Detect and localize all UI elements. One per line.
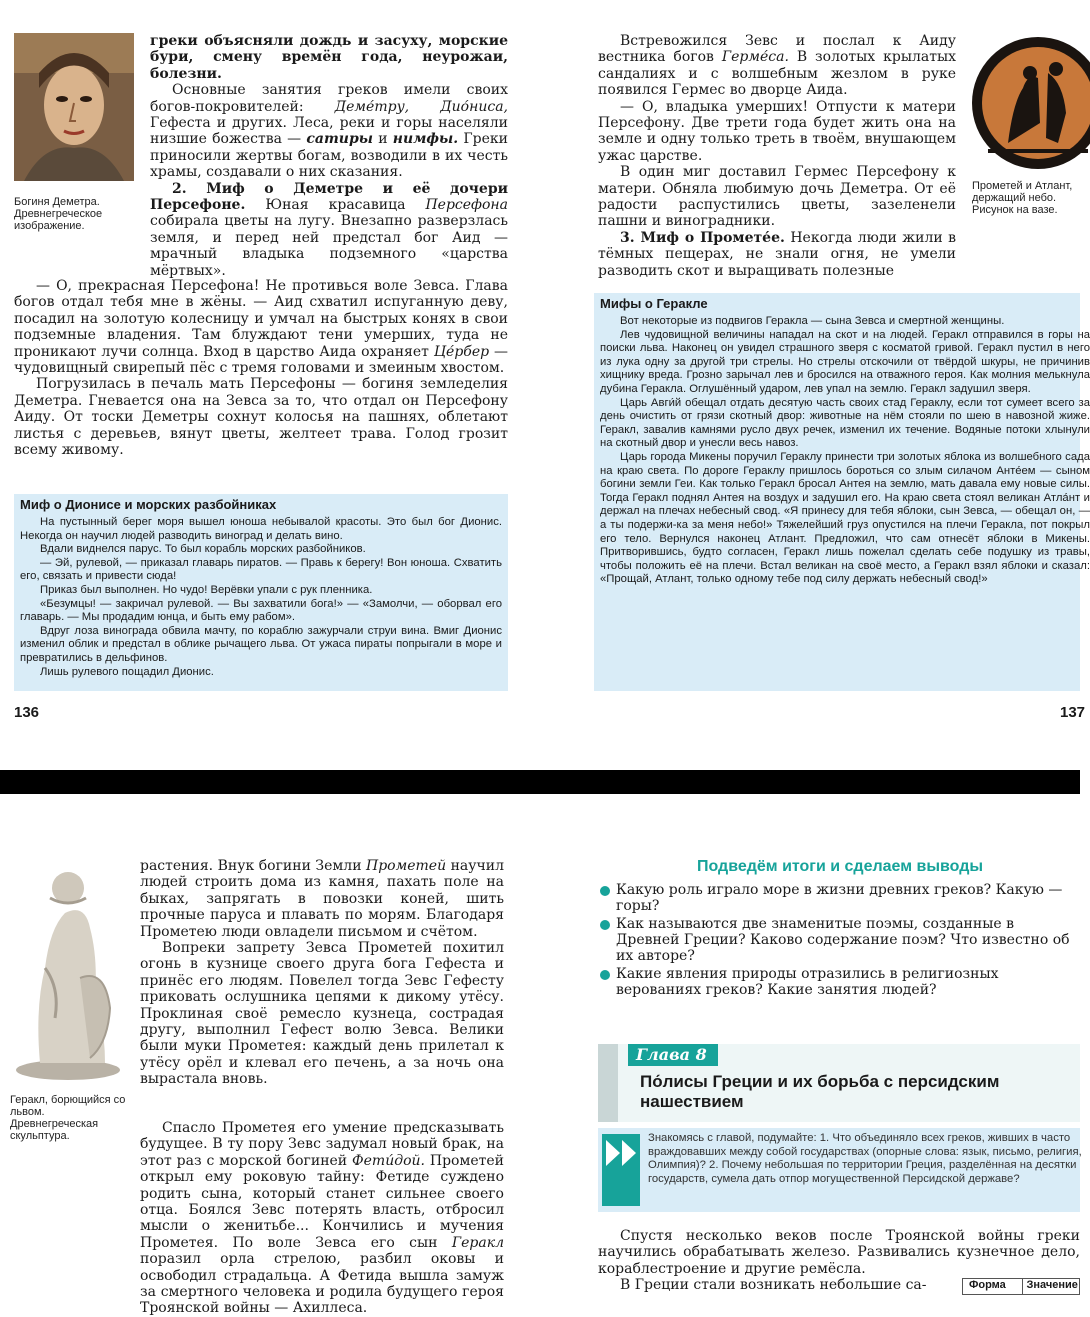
text-span: Юная красавица [245, 197, 426, 214]
prometheus-rescue [12, 1120, 504, 1317]
question-text: Как называются две знаменитые поэмы, созданные в Древней Греции? Каково содержание поэм? Что известно об их авторе? [616, 916, 1070, 964]
term-persephone: Персефона [425, 197, 508, 214]
box-paragraph: — Эй, рулевой, — приказал главарь пиратов. — Правь к берегу! Вон юноша. Схватить его, связать и привести сюда! [20, 556, 502, 583]
bullet-icon [600, 920, 610, 930]
section-heading-2: 2. Миф о Деметре и её дочери Персефоне. [150, 180, 508, 214]
term-satyrs: сатиры [306, 131, 373, 148]
section-heading-3: 3. Миф о Промете́е. [620, 229, 785, 246]
intro-paragraph: греки объясняли дождь и засуху, морские бури, смену времён года, неурожаи, болезни. [150, 33, 508, 82]
box-paragraph: «Безумцы! — закричал рулевой. — Вы захватили бога!» — «Замолчи, — оборвал его главарь. — Мы продадим юнца, и быть ему рабом». [20, 597, 502, 624]
heracles-myths-box [594, 293, 1090, 691]
hermes-paragraph [598, 33, 956, 99]
question-item [598, 882, 1080, 914]
rescue-paragraph [12, 1120, 504, 1317]
box-paragraph: Царь Авги́й обещал отдать десятую часть своих стад Гераклу, если тот сумеет всего за день очистить от грязи скотный двор: животные на нём стояли по шею в навозной жиже. Геракл, завалив камнями русло двух речек, изменил их течение. Водяные потоки хлынули на скотный двор и унесли весь навоз. [600, 396, 1090, 450]
statue-caption: Геракл, борющийся со львом. Древнегреческая скульптура. [10, 1094, 126, 1142]
heracles-box-title: Мифы о Геракле [600, 296, 708, 311]
term-demeter: Деме́тру, Дио́ниса, [334, 98, 508, 115]
box-paragraph: На пустынный берег моря вышел юноша небывалой красоты. Это был бог Дионис. Некогда он научил людей разводить виноград и делать вино. [20, 516, 502, 542]
text-span: Встревожился Зевс и послал к Аиду вестника богов [598, 33, 956, 66]
chapter-intro-text: Знакомясь с главой, подумайте: 1. Что объединяло всех греков, живших в часто враждовавших между собой государствах (опорные слова: язык, письмо, религия, Олимпия)? 2. Почему небольшая по территории Греция, разделённая на десятки государств, сумела дать отпор могущественной Персидской державе? [648, 1132, 1082, 1185]
box-paragraph: Вдали виднелся парус. То был корабль морских разбойников. [40, 543, 366, 556]
term-hermes: Герме́са. [721, 49, 789, 66]
box-paragraph: Вот некоторые из подвигов Геракла — сына Зевса и смертной женщины. [620, 315, 1005, 327]
question-item [598, 966, 1080, 998]
plea-paragraph: — О, владыка умерших! Отпусти к матери Персефону. Две трети года будет жить она на земле и одну только треть в твоём, внушающем ужас царстве. [598, 98, 956, 164]
bullet-icon [600, 970, 610, 980]
table-header-meaning: Значение [1026, 1279, 1078, 1291]
text-span: Некогда люди жили в тёмных пещерах, не знали огня, не умели разводить скот и выращивать полезные [598, 229, 956, 279]
prometheus-column [140, 858, 504, 1088]
text-span: растения. Внук богини Земли [140, 858, 367, 874]
demeter-caption: Богиня Деметра. Древнегреческое изображение. [14, 196, 103, 232]
text-span: Основные занятия греков имели своих богов-покровителей: [150, 82, 508, 115]
dionysus-box-title: Миф о Дионисе и морских разбойниках [20, 497, 277, 512]
iron-paragraph: Спустя несколько веков после Троянской войны греки научились обрабатывать железо. Развивались кузнечное дело, кораблестроение и другие ремёсла. [598, 1228, 1080, 1277]
sorrow-paragraph: Погрузилась в печаль мать Персефоны — богиня земледелия Деметра. Гневается она на Зевса за то, что отдал он Персефону Аиду. От тоски Деметры сохнут колосья на пашнях, облетают листья с деревьев, вянут цветы, желтеет трава. Голод грозит всему живому. [14, 376, 508, 459]
term-cerberus: Це́рбер [433, 343, 490, 360]
prometheus-gifts-paragraph [140, 858, 504, 940]
summary-title: Подведём итоги и сделаем выводы [696, 858, 984, 875]
prometheus-heading-paragraph [598, 230, 956, 279]
text-span: — О, прекрасная Персефона! Не противься воле Зевса. Глава богов отдал тебя мне в жёны. — Аид схватил испуганную деву, посадил на золотую колесницу и умчал на быстрых конях в свои подземные владения. Там блуждают тени умерших, туда не проникают лучи солнца. Вход в царство Аида охраняет [14, 278, 508, 360]
question-item [598, 916, 1080, 964]
dionysus-box-text [20, 516, 502, 679]
question-text: Какие явления природы отразились в религиозных верованиях греков? Какие занятия людей? [616, 966, 999, 998]
dionysus-myth-box [14, 494, 508, 691]
term-prometheus: Прометей [366, 858, 447, 874]
spread-divider [0, 770, 1080, 794]
bullet-icon [600, 886, 610, 896]
box-paragraph: Приказ был выполнен. Но чудо! Верёвки упали с рук пленника. [40, 583, 373, 596]
play-arrows-icon [602, 1134, 640, 1206]
text-span: — чудовищный свирепый пёс с тремя головами и змеиным хвостом. [14, 343, 508, 377]
chapter-title: По́лисы Греции и их борьба с персидским нашествием [640, 1072, 1000, 1111]
text-span: Прометей открыл ему роковую тайну: Фетиде суждено родить сына, который станет сильнее своего отца. Боялся Зевс потерять власть, отбросил мысли о женитьбе... Кончились и мучения Прометея. По воле Зевса его сын [140, 1152, 504, 1251]
text-span: собирала цветы на лугу. Внезапно разверзлась земля, и перед ней предстал бог Аид — мрачный владыка подземного «царства мёртвых». [150, 213, 508, 279]
hades-paragraph [14, 278, 508, 376]
double-arrow-icon [604, 1138, 642, 1168]
text-span: Гефеста и других. Леса, реки и горы населяли низшие божества — [150, 115, 508, 148]
text-span: Спасло Прометея его умение предсказывать будущее. В ту пору Зевс задумал новый брак, на этот раз с морской богиней [140, 1120, 504, 1169]
page-number-left: 136 [14, 704, 40, 721]
demeter-portrait-icon [14, 33, 134, 181]
demeter-heading-paragraph [150, 181, 508, 279]
chapter-label-band [628, 1044, 718, 1066]
demeter-image [14, 33, 134, 181]
table-header-form: Форма [963, 1279, 1023, 1294]
chapter-intro-box [598, 1128, 1080, 1212]
chapter-accent-bar [598, 1044, 618, 1122]
chapter-header [598, 1044, 1080, 1122]
fire-theft-paragraph: Вопреки запрету Зевса Прометей похитил огонь в кузнице своего друга бога Гефеста и принёс его людям. Повелел тогда Зевс Гефесту приковать ослушника цепями к дикому утёсу. Проклиная своё ремесло кузнеца, сострадая другу, выполнил Гефест волю Зевса. Велики были муки Прометея: каждый день прилетал к утёсу орёл и клевал его печень, а за ночь она вырастала вновь. [140, 940, 504, 1088]
vase-painting-icon [968, 33, 1080, 173]
left-column-top [150, 33, 508, 279]
question-text: Какую роль играло море в жизни древних греков? Какую — горы? [616, 882, 1063, 914]
heracles-box-text [600, 315, 1090, 587]
gods-paragraph [150, 82, 508, 180]
cities-paragraph: В Греции стали возникать небольшие са- [620, 1277, 927, 1294]
box-paragraph: Лев чудовищной величины нападал на скот и на людей. Геракл отправился в горы на поиски льва. Наконец он увидел страшного зверя с косматой гривой. Геракл пустил в него из лука одну за другой три стрелы. Но стрелы отскочили от твёрдой шкуры, не причинив хищнику вреда. Грозно зарычал лев и бросился на отважного героя. Как молния мелькнула дубина Геракла. Оглушённый ударом, лев упал на землю. Геракл задушил зверя. [600, 328, 1090, 395]
heracles-statue-icon [10, 858, 128, 1083]
box-paragraph: Вдруг лоза винограда обвила мачту, по кораблю зажурчали струи вина. Вмиг Дионис изменил облик и предстал в облике рычащего льва. От ужаса пираты попрыгали в море и превратились в дельфинов. [20, 624, 502, 664]
term-thetis: Фети́дой. [352, 1152, 425, 1169]
box-paragraph: Лишь рулевого пощадил Дионис. [40, 665, 214, 678]
chapter-label: Глава 8 [636, 1045, 707, 1064]
text-span: Греки приносили жертвы богам, возводили в их честь храмы, создавали о них сказания. [150, 131, 508, 181]
text-span: В золотых крылатых сандалиях и с волшебным жезлом в руке появился Гермес во дворце Аида. [598, 49, 956, 99]
page-number-right: 137 [1060, 704, 1086, 721]
summary-questions [598, 882, 1080, 1000]
term-nymphs: нимфы. [392, 131, 459, 148]
right-column-top [598, 33, 956, 279]
vase-caption: Прометей и Атлант, держащий небо. Рисунок на вазе. [972, 180, 1073, 216]
statue-image [10, 858, 128, 1083]
return-paragraph: В один миг доставил Гермес Персефону к матери. Обняла любимую дочь Деметра. От её радости распустились цветы, зазеленели пашни и виноградники. [598, 164, 956, 230]
polis-table-header [962, 1278, 1080, 1295]
text-span: научил людей строить дома из камня, пахать поле на быках, запрягать в повозки коней, шить прочные паруса и плавать по морям. Благодаря Прометею люди овладели письмом и счётом. [140, 858, 504, 940]
text-span: и [373, 131, 393, 148]
vase-image [968, 33, 1080, 173]
box-paragraph: Царь города Микены поручил Гераклу принести три золотых яблока из волшебного сада на краю света. По дороге Гераклу пришлось бороться со злым силачом Анте́ем — сыном богини земли Геи. Как только Геракл бросал Антея на землю, мать давала ему новые силы. Тогда Геракл поднял Антея на воздух и задушил его. На краю света стоял великан Атла́нт и держал на плечах небесный свод. «Я принесу для тебя яблоки, сын Зевса, — обещал он, — а ты подержи-ка за меня небо!» Тяжелейший груз опустился на плечи Геракла, пот покрыл его тело. Вернулся наконец Атлант. Предложил, что сам отнесёт яблоки в Микены. Притворившись, будто согласен, Геракл лишь пожелал сделать себе подушку из травы, чтобы положить её на плечи. Встал великан на своё место, а Геракл взял яблоки и сказал: «Прощай, Атлант, только одному тебе под силу держать небесный свод!» [600, 450, 1090, 586]
left-column-bottom [14, 278, 508, 458]
text-span: поразил орла стрелою, разбил оковы и освободил страдальца. А Фетида вышла замуж за смертного человека и родила будущего героя Троянской войны — Ахиллеса. [140, 1251, 504, 1317]
term-heracles: Геракл [451, 1234, 504, 1251]
